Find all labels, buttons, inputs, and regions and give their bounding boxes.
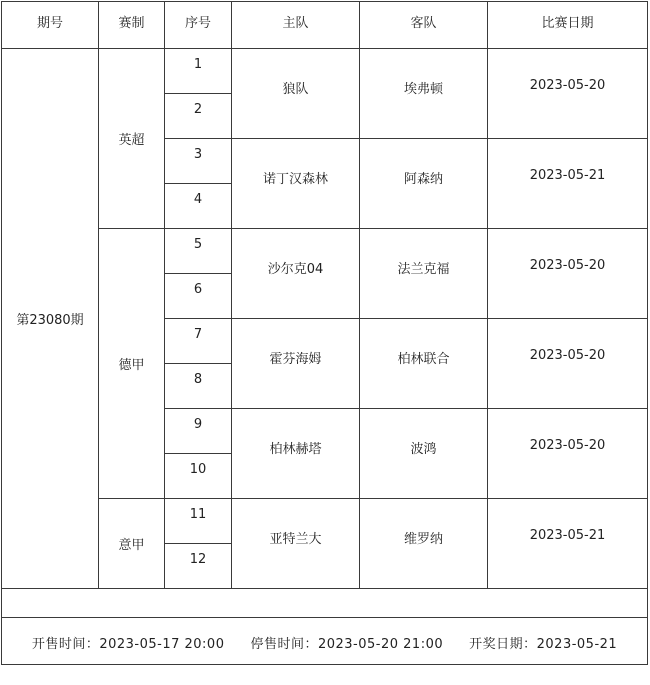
seq-number: 6 bbox=[165, 274, 232, 319]
away-team: 阿森纳 bbox=[360, 139, 488, 229]
home-team: 柏林赫塔 bbox=[232, 409, 360, 499]
home-team: 亚特兰大 bbox=[232, 499, 360, 589]
header-seq: 序号 bbox=[165, 2, 232, 49]
home-team: 霍芬海姆 bbox=[232, 319, 360, 409]
sale-info-cell bbox=[2, 618, 648, 665]
seq-number: 8 bbox=[165, 364, 232, 409]
blank-cell bbox=[2, 589, 648, 618]
seq-number: 11 bbox=[165, 499, 232, 544]
away-team: 埃弗顿 bbox=[360, 49, 488, 139]
home-team: 诺丁汉森林 bbox=[232, 139, 360, 229]
seq-number: 4 bbox=[165, 184, 232, 229]
seq-number: 7 bbox=[165, 319, 232, 364]
away-team: 柏林联合 bbox=[360, 319, 488, 409]
match-date: 2023-05-20 bbox=[488, 49, 648, 139]
home-team: 狼队 bbox=[232, 49, 360, 139]
league-name: 英超 bbox=[99, 49, 165, 229]
sale-start-time: 开售时间：2023-05-17 20:00 bbox=[31, 637, 225, 652]
draw-date: 开奖日期：2023-05-21 bbox=[469, 637, 618, 652]
match-date: 2023-05-20 bbox=[488, 319, 648, 409]
league-name: 德甲 bbox=[99, 229, 165, 499]
blank-row bbox=[2, 589, 648, 618]
header-league: 赛制 bbox=[99, 2, 165, 49]
match-schedule-table bbox=[1, 1, 648, 665]
period-number: 第23080期 bbox=[2, 49, 99, 589]
table-row bbox=[2, 229, 648, 274]
sale-stop-time: 停售时间：2023-05-20 21:00 bbox=[250, 637, 444, 652]
header-away-team: 客队 bbox=[360, 2, 488, 49]
table-row bbox=[2, 49, 648, 94]
away-team: 维罗纳 bbox=[360, 499, 488, 589]
away-team: 法兰克福 bbox=[360, 229, 488, 319]
home-team: 沙尔克04 bbox=[232, 229, 360, 319]
seq-number: 2 bbox=[165, 94, 232, 139]
seq-number: 1 bbox=[165, 49, 232, 94]
seq-number: 10 bbox=[165, 454, 232, 499]
table-row bbox=[2, 499, 648, 544]
header-period: 期号 bbox=[2, 2, 99, 49]
header-match-date: 比赛日期 bbox=[488, 2, 648, 49]
header-row bbox=[2, 2, 648, 49]
match-date: 2023-05-21 bbox=[488, 139, 648, 229]
away-team: 波鸿 bbox=[360, 409, 488, 499]
league-name: 意甲 bbox=[99, 499, 165, 589]
match-date: 2023-05-20 bbox=[488, 229, 648, 319]
seq-number: 9 bbox=[165, 409, 232, 454]
match-date: 2023-05-21 bbox=[488, 499, 648, 589]
seq-number: 12 bbox=[165, 544, 232, 589]
seq-number: 5 bbox=[165, 229, 232, 274]
match-date: 2023-05-20 bbox=[488, 409, 648, 499]
footer-row bbox=[2, 618, 648, 665]
seq-number: 3 bbox=[165, 139, 232, 184]
header-home-team: 主队 bbox=[232, 2, 360, 49]
sale-info-line bbox=[2, 633, 647, 652]
